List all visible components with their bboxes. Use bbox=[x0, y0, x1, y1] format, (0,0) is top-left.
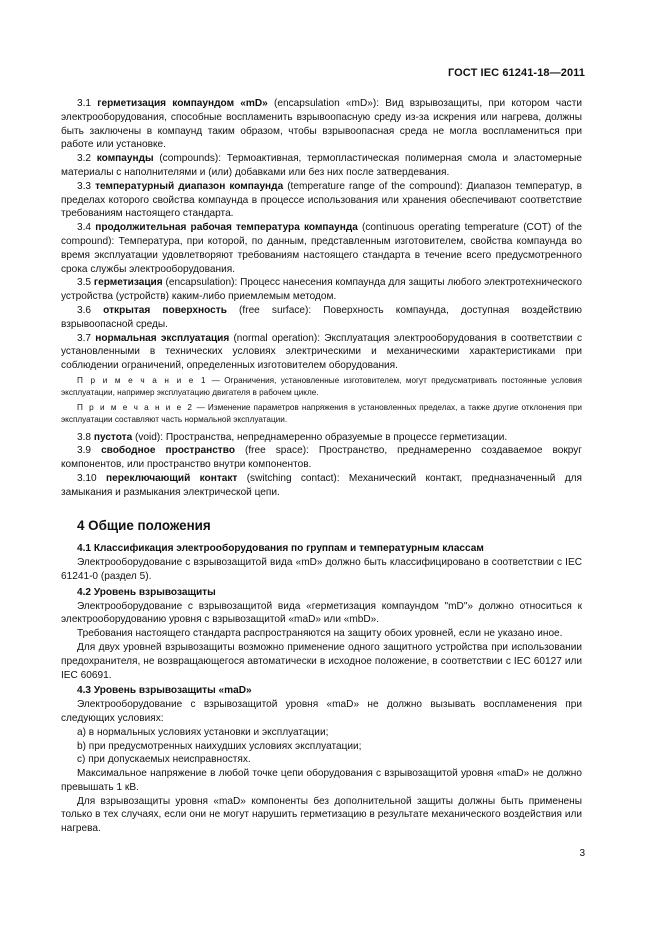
list-item: a) в нормальных условиях установки и эксплуатации; bbox=[77, 726, 329, 738]
paragraph: Требования настоящего стандарта распространяются на защиту обоих уровней, если не указано иное. bbox=[77, 628, 563, 640]
clause-number: 3.7 bbox=[77, 332, 92, 344]
list-item: c) при допускаемых неисправностях. bbox=[77, 754, 251, 766]
term: свободное пространство bbox=[101, 445, 235, 457]
definition-3-7 bbox=[61, 332, 582, 373]
clause-number: 3.2 bbox=[77, 153, 92, 165]
definition-text: (free surface): Поверхность компаунда, доступная воздействию взрывоопасной среды. bbox=[61, 304, 582, 330]
clause-number: 3.3 bbox=[77, 180, 92, 192]
clause-number: 3.4 bbox=[77, 222, 92, 234]
term: компаунды bbox=[96, 153, 154, 165]
document-body bbox=[61, 97, 582, 836]
definition-3-10 bbox=[61, 472, 582, 500]
subsection-4-1-heading: 4.1 Классификация электрооборудования по группам и температурным классам bbox=[77, 543, 484, 555]
clause-number: 3.9 bbox=[77, 445, 92, 457]
term: открытая поверхность bbox=[103, 304, 227, 316]
definition-text: (continuous operating temperature (COT) of the compound): Температура, при которой, по данным, представленным изготовителем, свойства компаунда во время эксплуатации удовлетворяют требованиям настоящего стандарта в течение всего предусмотренного срока службы электрооборудования. bbox=[61, 222, 582, 275]
term: герметизация bbox=[93, 277, 163, 289]
note-text: — Ограничения, установленные изготовителем, могут предусматривать постоянные условия эксплуатации, например эксплуатацию двигателя в рабочем цикле. bbox=[61, 375, 582, 398]
term: нормальная эксплуатация bbox=[95, 332, 230, 344]
definition-3-3 bbox=[61, 180, 582, 221]
term: переключающий контакт bbox=[105, 472, 238, 484]
definition-text: (void): Пространства, непреднамеренно образуемые в процессе герметизации. bbox=[132, 431, 508, 443]
note-label: П р и м е ч а н и е 2 bbox=[77, 402, 194, 412]
paragraph: Электрооборудование с взрывозащитой вида «mD» должно быть классифицировано в соответствии с IEC 61241-0 (раздел 5). bbox=[61, 557, 582, 582]
page-number: 3 bbox=[579, 848, 585, 859]
definition-text: (compounds): Термоактивная, термопластическая полимерная смола и эластомерные материалы с наполнителями и (или) добавками или без них после затвердевания. bbox=[61, 153, 582, 178]
note-label: П р и м е ч а н и е 1 bbox=[77, 375, 208, 385]
note-text: — Изменение параметров напряжения в установленных пределах, а также другие отклонения при эксплуатации составляют часть нормальной эксплуатации. bbox=[61, 402, 582, 425]
clause-number: 3.6 bbox=[77, 304, 92, 316]
section-4-heading: 4 Общие положения bbox=[77, 517, 211, 533]
clause-number: 3.1 bbox=[77, 98, 92, 109]
definition-3-6 bbox=[61, 304, 582, 332]
definition-text: (switching contact): Механический контакт, предназначенный для замыкания и размыкания электрической цепи. bbox=[61, 472, 583, 498]
list-item: b) при предусмотренных наихудших условиях эксплуатации; bbox=[77, 740, 362, 752]
definition-3-4 bbox=[61, 221, 582, 276]
paragraph: Для взрывозащиты уровня «maD» компоненты без дополнительной защиты должны быть применены только в тех случаях, если они не могут нарушить герметизацию в результате механического воздействия или нагрева. bbox=[61, 795, 582, 835]
term: пустота bbox=[93, 431, 133, 443]
clause-number: 3.8 bbox=[77, 431, 92, 443]
paragraph: Электрооборудование с взрывозащитой вида «герметизация компаундом "mD"» должно относиться к электрооборудованию уровня с взрывозащитой «maD» или «mbD». bbox=[61, 600, 582, 626]
clause-number: 3.5 bbox=[77, 277, 92, 289]
definition-3-2 bbox=[61, 152, 582, 180]
definition-3-8 bbox=[61, 431, 582, 445]
definition-text: (encapsulation): Процесс нанесения компаунда для защиты любого электротехнического устройства (устройств) каким-либо приемлемым методом. bbox=[61, 277, 582, 303]
definition-text: (free space): Пространство, преднамеренно создаваемое вокруг компонентов, или пространство внутри компонентов. bbox=[61, 445, 582, 471]
term: температурный диапазон компаунда bbox=[95, 180, 284, 192]
clause-number: 3.10 bbox=[77, 472, 97, 484]
paragraph: Для двух уровней взрывозащиты возможно применение одного защитного устройства при использовании предохранителя, не возвращающегося автоматически в исходное положение, в соответствии с IEC 60127 или IEC 60691. bbox=[61, 641, 582, 681]
definition-3-5 bbox=[61, 276, 582, 304]
subsection-4-2-heading: 4.2 Уровень взрывозащиты bbox=[77, 586, 216, 598]
definition-text: (encapsulation «mD»): Вид взрывозащиты, при котором части электрооборудования, способные воспламенить взрывоопасную среду из-за искрения или нагрева, должны быть заключены в компаунд таким образом, чтобы взрывоопасная среда не могла воспламениться при работе или установке. bbox=[61, 98, 582, 151]
definition-3-1 bbox=[61, 97, 582, 152]
paragraph: Электрооборудование с взрывозащитой уровня «maD» не должно вызывать воспламенения при следующих условиях: bbox=[61, 699, 582, 724]
note-1 bbox=[61, 375, 582, 400]
term: герметизация компаундом «mD» bbox=[97, 98, 268, 109]
definition-text: (normal operation): Эксплуатация электрооборудования в соответствии с установленными в технических условиях электрическими и механическими характеристиками при соблюдении ограничений, определенных изготовителем оборудования. bbox=[61, 332, 583, 372]
subsection-4-3-heading: 4.3 Уровень взрывозащиты «maD» bbox=[77, 685, 252, 697]
definition-text: (temperature range of the compound): Диапазон температур, в пределах которого свойства компаунда в процессе использования или хранения обеспечивают соответствие требованиям настоящего стандарта. bbox=[61, 180, 582, 220]
paragraph: Максимальное напряжение в любой точке цепи оборудования с взрывозащитой уровня «maD» не должно превышать 1 кВ. bbox=[61, 768, 582, 793]
definition-3-9 bbox=[61, 444, 582, 472]
note-2 bbox=[61, 402, 582, 427]
term: продолжительная рабочая температура компаунда bbox=[95, 222, 358, 234]
document-header: ГОСТ IEC 61241-18—2011 bbox=[447, 67, 585, 79]
